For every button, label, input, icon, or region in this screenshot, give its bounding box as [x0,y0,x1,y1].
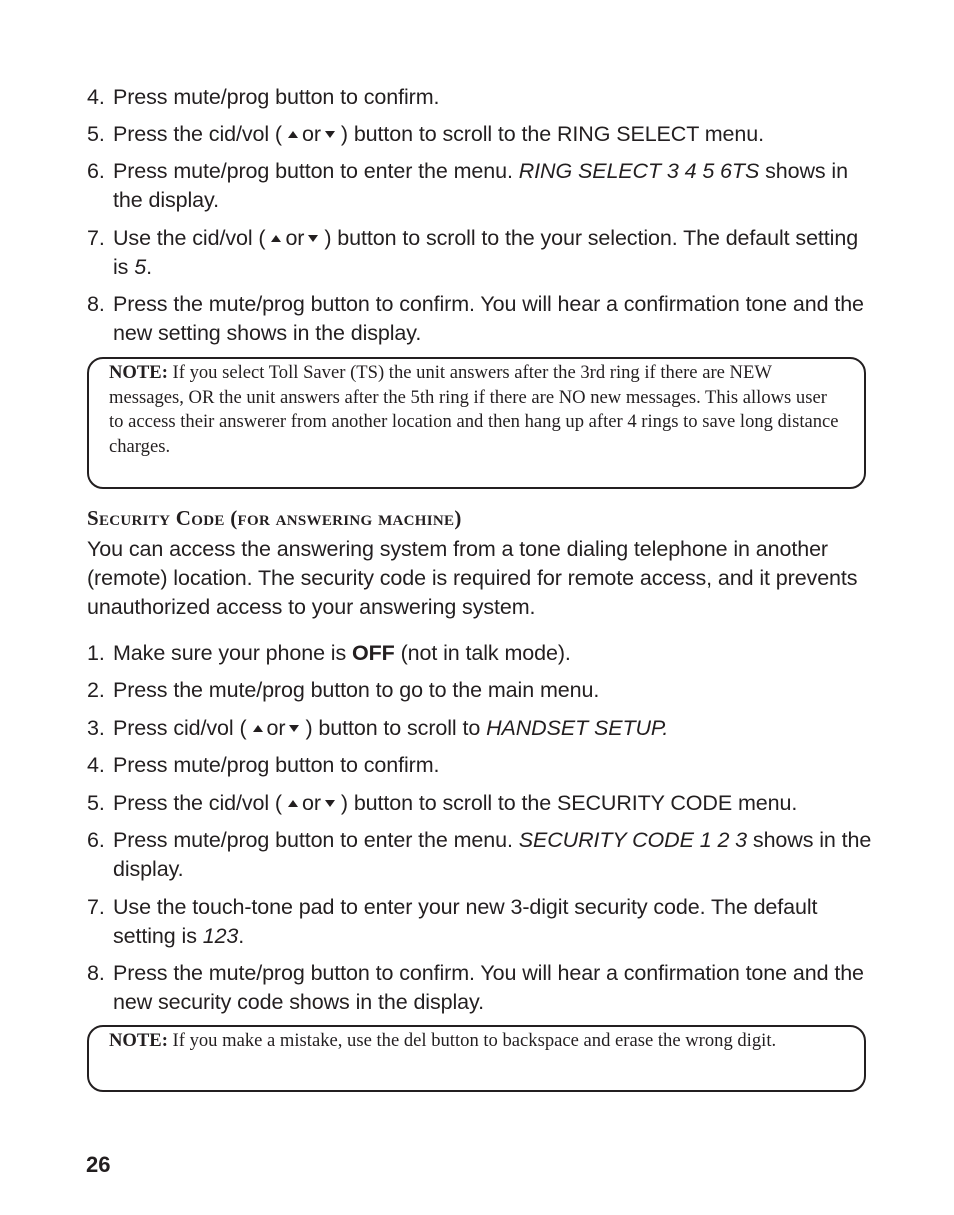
down-triangle-icon [308,235,318,242]
up-triangle-icon [253,725,263,732]
note-label: NOTE: [109,1030,168,1051]
section-intro: You can access the answering system from a tone dialing telephone in another (remote) location. The security code is required for remote access, and it prevents unauthorized access to your answering system. [87,537,858,619]
note-text: If you select Toll Saver (TS) the unit answers after the 3rd ring if there are NEW messages, OR the unit answers after the 5th ring if there are NO new messages. This allows user to access their answerer from another location and then hang up after 4 rings to save long distance charges. [109,362,839,457]
step-number: 6. [87,828,105,852]
display-text: RING SELECT 3 4 5 6TS [518,159,760,183]
step-4-confirm [87,83,872,112]
or-text: or [285,226,305,250]
step-text: Press the mute/prog button to confirm. You will hear a confirmation tone and the new security code shows in the display. [113,961,864,1014]
step-text: Use the touch-tone pad to enter your new 3-digit security code. The default setting is [113,895,818,948]
down-triangle-icon [289,725,299,732]
step-text-end: ) button to scroll to the SECURITY CODE menu. [340,791,798,815]
up-triangle-icon [271,235,281,242]
down-triangle-icon [325,800,335,807]
step-number: 5. [87,122,105,146]
step-number: 7. [87,226,105,250]
note-text: If you make a mistake, use the del button to backspace and erase the wrong digit. [167,1030,777,1051]
off-text: OFF [352,641,395,665]
step-6-enter-menu [87,157,872,215]
step-5-security-code-menu [87,789,872,818]
step-text: Press mute/prog button to confirm. [113,753,440,777]
page-number: 26 [86,1152,111,1177]
step-6-enter-menu [87,826,872,884]
note-toll-saver [87,357,866,489]
step-number: 3. [87,716,105,740]
step-3-handset-setup [87,714,872,743]
step-text: Press mute/prog button to enter the menu. [113,828,519,852]
step-number: 2. [87,678,105,702]
step-text: Use the cid/vol ( [113,226,266,250]
step-number: 6. [87,159,105,183]
step-text: Press the cid/vol ( [113,791,282,815]
step-text-mid: ) button to scroll to [305,716,487,740]
or-text: or [266,716,286,740]
step-text: Press cid/vol ( [113,716,247,740]
step-8-confirm-tone [87,959,872,1017]
step-number: 4. [87,753,105,777]
step-5-scroll-ring-select [87,120,872,149]
step-4-confirm [87,751,872,780]
note-label: NOTE: [109,362,168,383]
step-number: 5. [87,791,105,815]
step-text: Press mute/prog button to confirm. [113,85,440,109]
step-number: 7. [87,895,105,919]
step-1-phone-off [87,639,872,668]
step-text: Press the mute/prog button to confirm. You will hear a confirmation tone and the new setting shows in the display. [113,292,864,345]
up-triangle-icon [288,131,298,138]
step-text-end: shows in the display. [113,828,872,881]
step-text-end: . [238,924,245,948]
step-text: Make sure your phone is [113,641,353,665]
or-text: or [301,122,321,146]
step-text: Press mute/prog button to enter the menu. [113,159,519,183]
step-text-end: (not in talk mode). [394,641,571,665]
step-number: 8. [87,292,105,316]
step-number: 4. [87,85,105,109]
default-value: 5 [134,255,147,279]
display-text: SECURITY CODE 1 2 3 [518,828,748,852]
step-7-enter-code [87,893,872,951]
up-triangle-icon [288,800,298,807]
step-text: Press the mute/prog button to go to the main menu. [113,678,600,702]
step-text-end: . [146,255,152,279]
step-text-end: shows in the display. [113,159,848,212]
step-8-confirm-tone [87,290,872,348]
step-number: 1. [87,641,105,665]
step-number: 8. [87,961,105,985]
step-text: Press the cid/vol ( [113,122,282,146]
section-heading: Security Code (for answering machine) [87,506,462,530]
step-text-mid: ) button to scroll to the your selection. The default setting is [113,226,859,279]
step-text-end: ) button to scroll to the RING SELECT menu. [340,122,764,146]
note-mistake [87,1025,866,1092]
step-2-main-menu [87,676,872,705]
or-text: or [301,791,321,815]
step-7-select [87,224,872,282]
down-triangle-icon [325,131,335,138]
default-code: 123 [202,924,239,948]
display-text: HANDSET SETUP. [486,716,669,740]
